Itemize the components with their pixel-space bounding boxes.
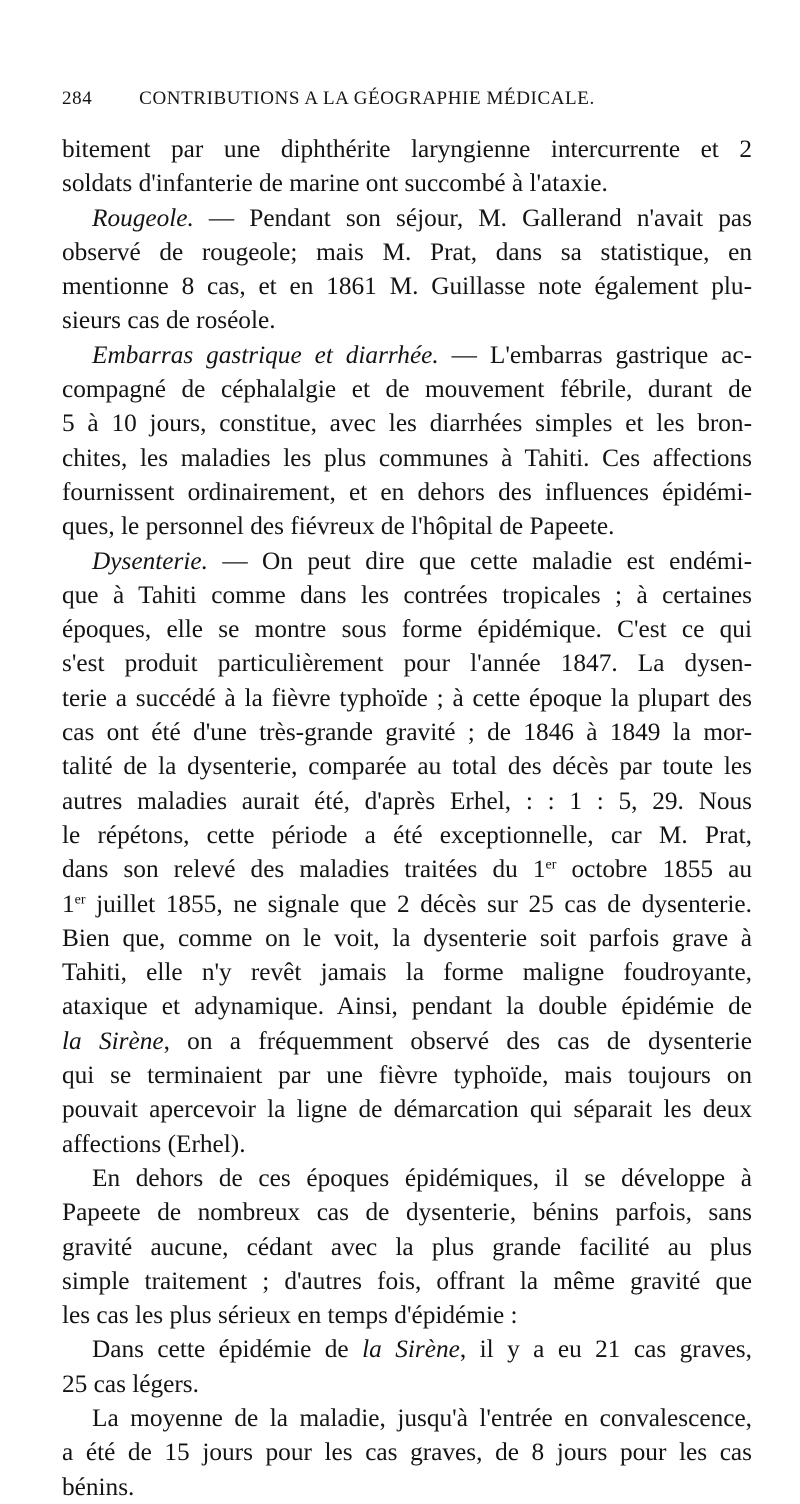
text-line: La moyenne de la maladie, jusqu'à l'entrée en convalescence,: [92, 1403, 752, 1432]
section-heading: Embarras gastrique et diarrhée.: [92, 340, 439, 369]
text-line: Dans cette épidémie de la Sirène, il y a eu 21 cas graves,: [92, 1335, 752, 1364]
text-line: autres maladies aurait été, d'après Erhel, : : 1 : 5, 29. Nous: [62, 786, 752, 815]
text-line: terie a succédé à la fièvre typhoïde ; à cette époque la plupart des: [62, 683, 752, 712]
page-number: 284: [62, 88, 93, 109]
text-line: observé de rougeole; mais M. Prat, dans sa statistique, en: [62, 237, 752, 266]
text-line: gravité aucune, cédant avec la plus grande facilité au plus: [62, 1232, 752, 1261]
text-line: la Sirène, on a fréquemment observé des cas de dysenterie: [62, 1026, 752, 1055]
text-line: que à Tahiti comme dans les contrées tropicales ; à certaines: [62, 580, 752, 609]
text-line: Papeete de nombreux cas de dysenterie, bénins parfois, sans: [62, 1198, 752, 1227]
page-header: [62, 88, 672, 118]
text-line: Bien que, comme on le voit, la dysenterie soit parfois grave à: [62, 923, 752, 952]
text-line: ques, le personnel des fiévreux de l'hôpital de Papeete.: [62, 512, 615, 541]
text-line: bénins.: [62, 1472, 135, 1501]
text-line: fournissent ordinairement, et en dehors des influences épidémi-: [62, 477, 752, 506]
text-line: s'est produit particulièrement pour l'année 1847. La dysen-: [62, 649, 752, 678]
text-line: qui se terminaient par une fièvre typhoïde, mais toujours on: [62, 1061, 752, 1090]
text-line: a été de 15 jours pour les cas graves, de 8 jours pour les cas: [62, 1438, 752, 1467]
text-line: les cas les plus sérieux en temps d'épidémie :: [62, 1301, 518, 1330]
text-line: En dehors de ces époques épidémiques, il se développe à: [92, 1163, 752, 1192]
text-line: talité de la dysenterie, comparée au total des décès par toute les: [62, 752, 752, 781]
section-heading: Dysenterie.: [92, 546, 208, 575]
page-body: [62, 132, 752, 1504]
text-line: époques, elle se montre sous forme épidémique. C'est ce qui: [62, 615, 752, 644]
text-line: bitement par une diphthérite laryngienne intercurrente et 2: [62, 135, 752, 163]
text-line: affections (Erhel).: [62, 1129, 246, 1158]
section-rougeole: Rougeole. — Pendant son séjour, M. Gallerand n'avait pas: [92, 203, 752, 232]
text-line: le répétons, cette période a été exceptionnelle, car M. Prat,: [62, 820, 752, 849]
text-line: 25 cas légers.: [62, 1369, 199, 1398]
text-line: cas ont été d'une très-grande gravité ; de 1846 à 1849 la mor-: [62, 718, 752, 747]
section-heading: Rougeole.: [92, 203, 194, 232]
text-line: compagné de céphalalgie et de mouvement fébrile, durant de: [62, 375, 752, 404]
running-title: CONTRIBUTIONS A LA GÉOGRAPHIE MÉDICALE.: [139, 88, 595, 109]
text-line: Tahiti, elle n'y revêt jamais la forme maligne foudroyante,: [62, 958, 752, 987]
text-line: simple traitement ; d'autres fois, offrant la même gravité que: [62, 1266, 752, 1295]
text-line: dans son relevé des maladies traitées du 1er octobre 1855 au: [62, 855, 753, 884]
section-dysenterie: Dysenterie. — On peut dire que cette maladie est endémi-: [92, 546, 752, 575]
text-line: mentionne 8 cas, et en 1861 M. Guillasse note également plu-: [62, 272, 752, 301]
text-line: soldats d'infanterie de marine ont succombé à l'ataxie.: [62, 169, 608, 198]
text-line: pouvait apercevoir la ligne de démarcation qui séparait les deux: [62, 1095, 752, 1124]
text-line: chites, les maladies les plus communes à Tahiti. Ces affections: [62, 443, 752, 472]
section-embarras: Embarras gastrique et diarrhée. — L'embarras gastrique ac-: [92, 340, 753, 369]
text-line: 1er juillet 1855, ne signale que 2 décès sur 25 cas de dysenterie.: [62, 889, 752, 918]
text-line: 5 à 10 jours, constitue, avec les diarrhées simples et les bron-: [62, 409, 752, 438]
text-line: sieurs cas de roséole.: [62, 306, 276, 335]
text-line: ataxique et adynamique. Ainsi, pendant la double épidémie de: [62, 992, 752, 1021]
